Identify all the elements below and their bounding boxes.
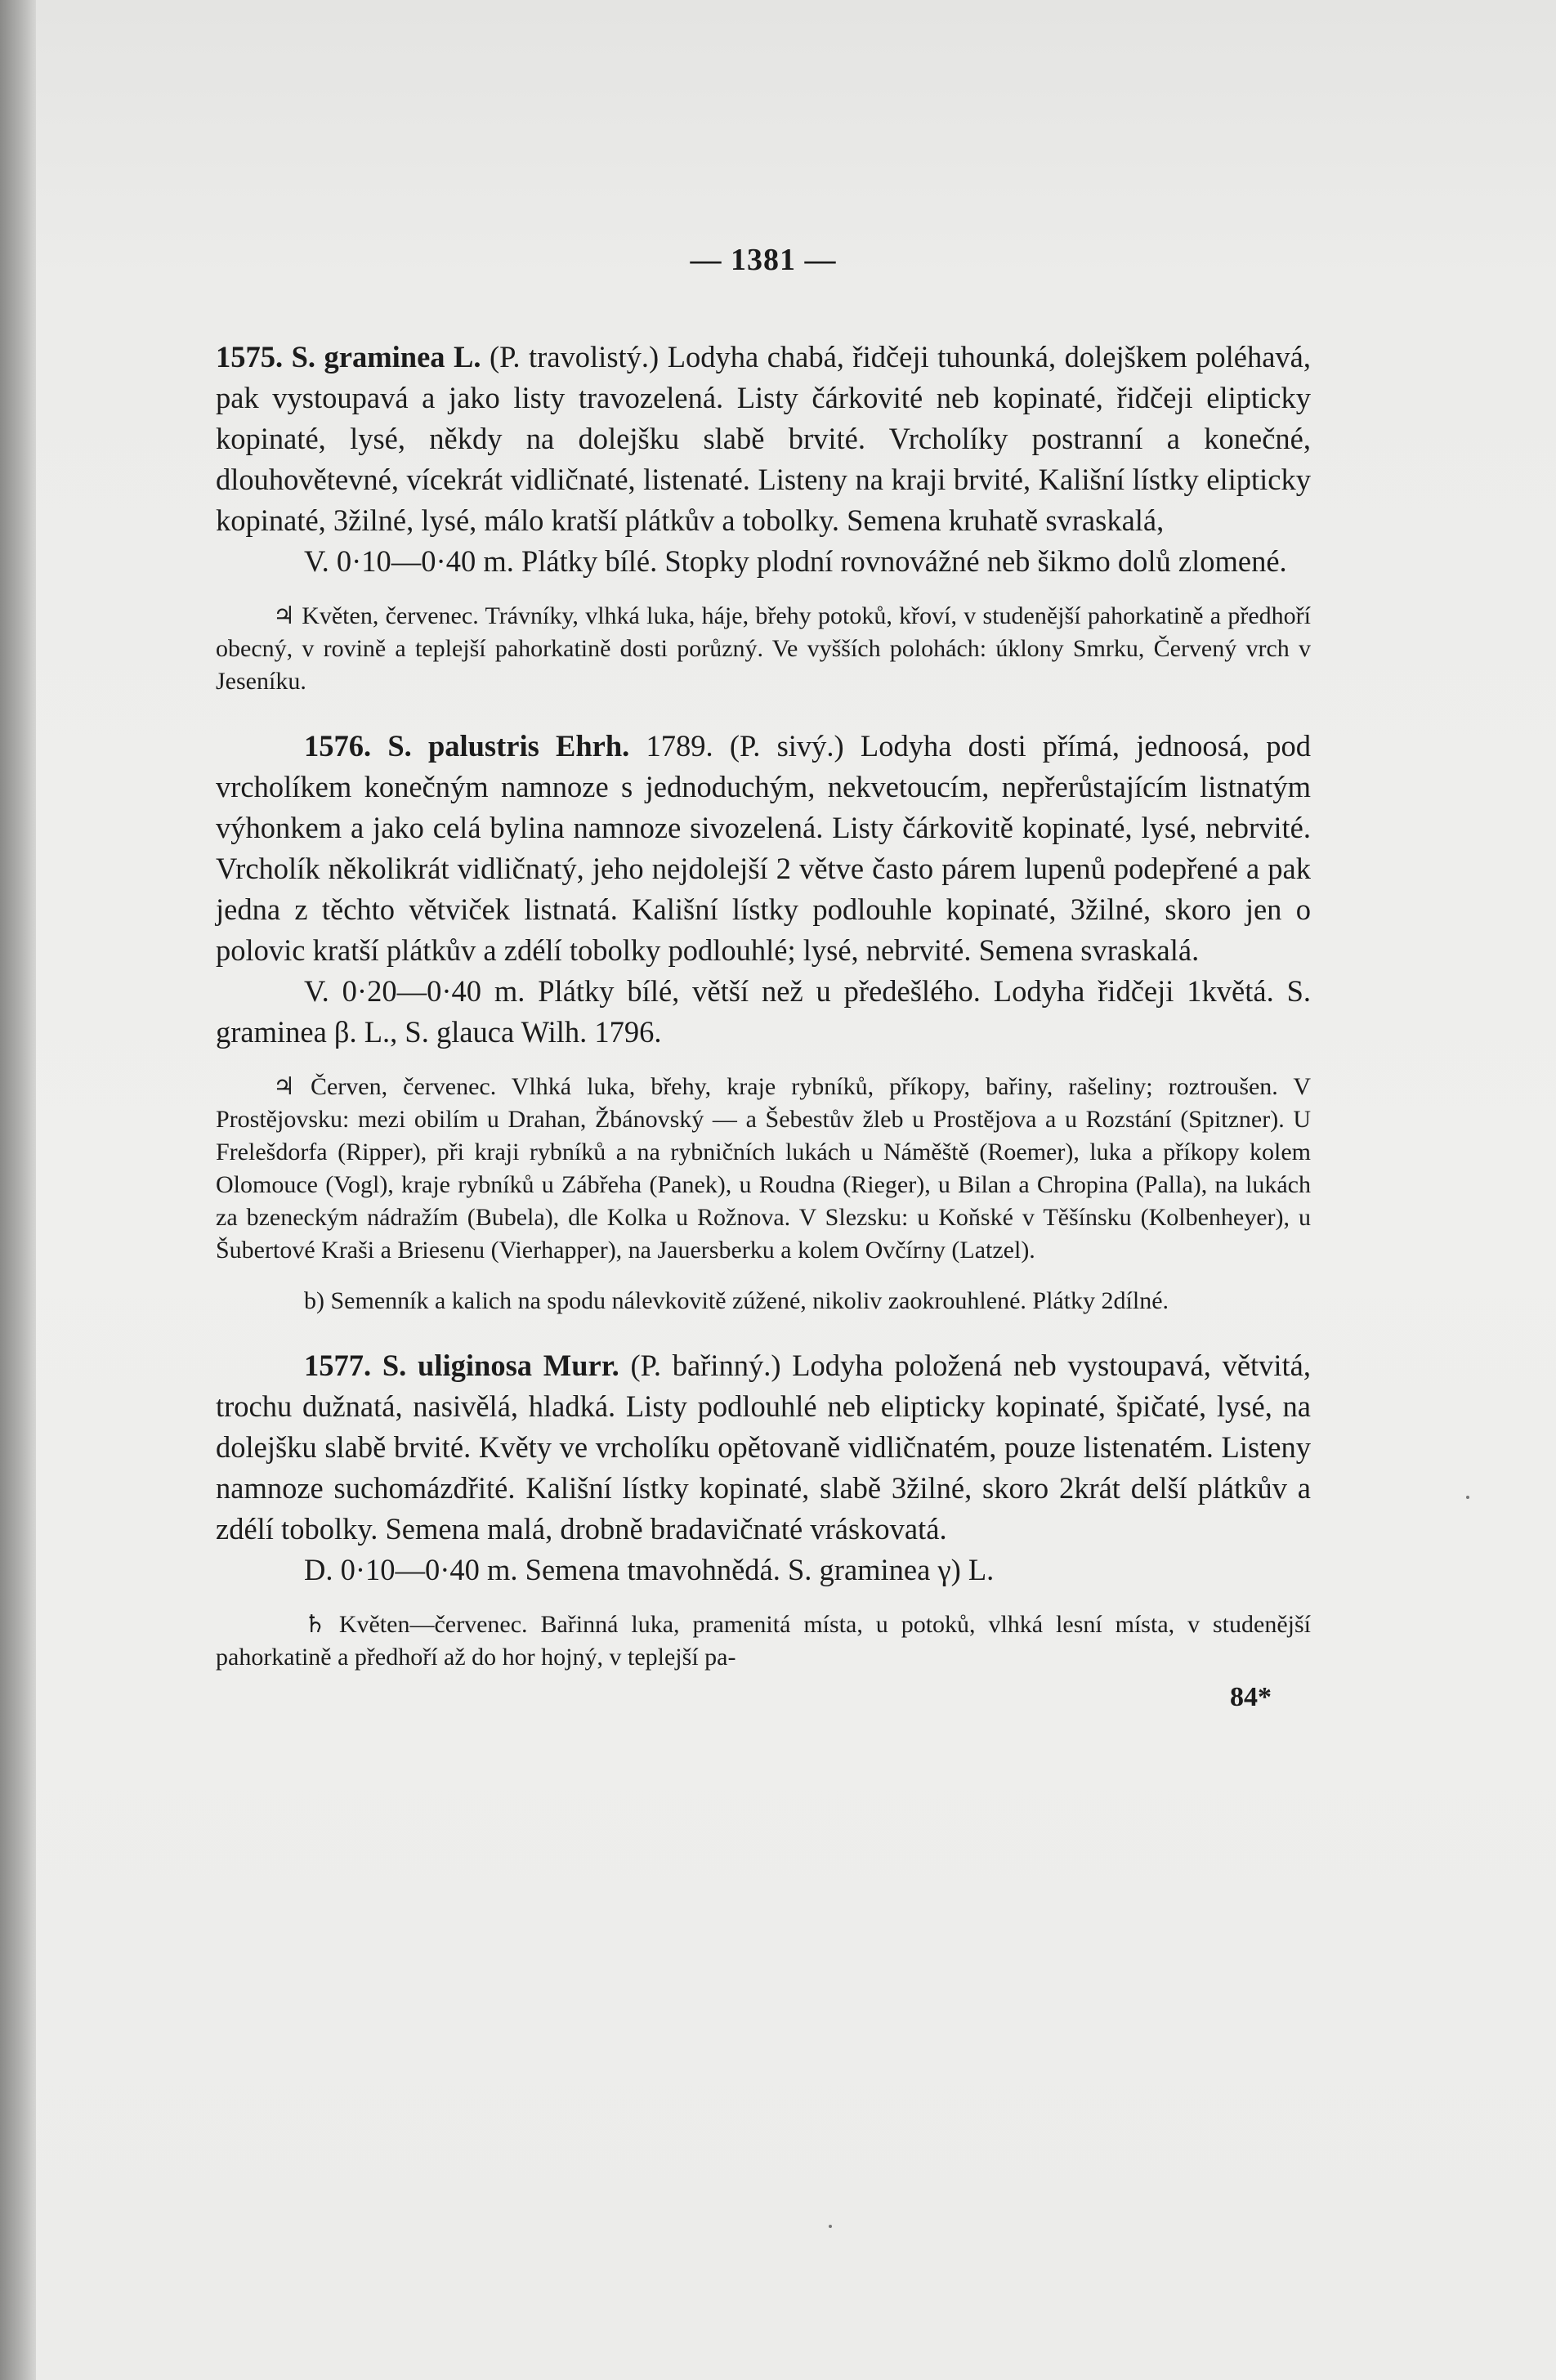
species-name: S. uliginosa Murr. (382, 1349, 619, 1382)
scan-speck (1466, 1496, 1469, 1499)
description: Lodyha chabá, řidčeji tuhounká, dolejškem poléhavá, pak vystoupavá a jako listy travozelená. Listy čárkovité neb kopinaté, řidčeji elipticky kopinaté, lysé, někdy na dolejšku slabě brvité. Vrcholíky postranní a konečné, dlouhovětevné, vícekrát vidličnaté, listenaté. Listeny na kraji brvité, Kališní lístky elipticky kopinaté, 3žilné, lysé, málo kratší plátkův a tobolky. Semena kruhatě svraskalá, (216, 340, 1312, 537)
scan-gutter (0, 0, 36, 2380)
entry-1575-measure: V. 0·10—0·40 m. Plátky bílé. Stopky plodní rovnovážné neb šikmo dolů zlomené. (304, 544, 1287, 578)
common-name: (P. travolistý.) (490, 340, 660, 374)
species-name: S. palustris Ehrh. (387, 729, 630, 763)
page-content (216, 242, 1311, 1713)
entry-1577 (216, 1345, 1311, 1550)
entry-1576-measure: V. 0·20—0·40 m. Plátky bílé, větší než u předešlého. Lodyha řidčeji 1květá. S. graminea β. L., S. glauca Wilh. 1796. (216, 974, 1311, 1049)
entry-1576-locality: ♃ Červen, červenec. Vlhká luka, břehy, kraje rybníků, příkopy, bařiny, rašeliny; roztroušen. V Prostějovsku: mezi obilím u Drahan, Žbánovský — a Šebestův žleb u Prostějova a u Rozstání (Spitzner). U Frelešdorfa (Ripper), při kraji rybníků a na rybničních lukách u Náměště (Roemer), luka a příkopy kolem Olomouce (Vogl), kraje rybníků u Zábřeha (Panek), u Roudna (Rieger), u Bilan a Chropina (Palla), na lukách za bzeneckým nádražím (Bubela), dle Kolka u Rožnova. V Slezsku: u Koňské v Těšínsku (Kolbenheyer), u Šubertové Kraši a Briesenu (Vierhapper), na Jauersberku a kolem Ovčírny (Latzel). (216, 1073, 1311, 1264)
entry-1575 (216, 337, 1311, 541)
common-name: (P. sivý.) (729, 729, 844, 763)
entry-number: 1577. (304, 1349, 372, 1382)
printer-signature: 84* (1230, 1682, 1272, 1712)
description: Lodyha dosti přímá, jednoosá, pod vrcholíkem konečným namnoze s jednoduchým, nekvetoucím, nepřerůstajícím listnatým výhonkem a jako celá bylina namnoze sivozelená. Listy čárkovitě kopinaté, lysé, nebrvité. Vrcholík několikrát vidličnatý, jeho nejdolejší 2 větve často párem lupenů podepřené a pak jedna z těchto větviček listnatá. Kališní lístky podlouhle kopinaté, 3žilné, skoro jen o polovic kratší plátkův a zdélí tobolky podlouhlé; lysé, nebrvité. Semena svraskalá. (216, 729, 1312, 967)
book-page (36, 0, 1556, 2380)
description: Lodyha položená neb vystoupavá, větvitá, trochu dužnatá, nasivělá, hladká. Listy podlouhlé neb elipticky kopinaté, špičaté, lysé, na dolejšku slabě brvité. Květy ve vrcholíku opětovaně vidličnatém, pouze listenatém. Listeny namnoze suchomázdřité. Kališní lístky kopinaté, slabě 3žilné, skoro 2krát delší plátkův a zdélí tobolky. Semena malá, drobně bradavičnaté vráskovatá. (216, 1349, 1312, 1546)
scan-speck (829, 2225, 832, 2228)
entry-1577-measure: D. 0·10—0·40 m. Semena tmavohnědá. S. graminea γ) L. (304, 1553, 995, 1586)
species-name: S. graminea L. (291, 340, 481, 374)
common-name: (P. bařinný.) (630, 1349, 781, 1382)
year: 1789. (646, 729, 713, 763)
entry-number: 1576. (304, 729, 372, 763)
entry-1576-variant: b) Semenník a kalich na spodu nálevkovitě zúžené, nikoliv zaokrouhlené. Plátky 2dílné. (304, 1287, 1169, 1314)
page-number: — 1381 — (690, 243, 837, 277)
entry-1576 (216, 726, 1311, 971)
entry-1575-locality: ♃ Květen, červenec. Trávníky, vlhká luka, háje, břehy potoků, křoví, v studenější pahorkatině a předhoří obecný, v rovině a teplejší pahorkatině dosti porůzný. Ve vyšších polohách: úklony Smrku, Červený vrch v Jeseníku. (216, 602, 1311, 695)
entry-1577-locality: ♄ Květen—červenec. Bařinná luka, pramenitá místa, u potoků, vlhká lesní místa, v studenější pahorkatině a předhoří až do hor hojný, v teplejší pa- (216, 1611, 1311, 1671)
entry-number: 1575. (216, 340, 284, 374)
